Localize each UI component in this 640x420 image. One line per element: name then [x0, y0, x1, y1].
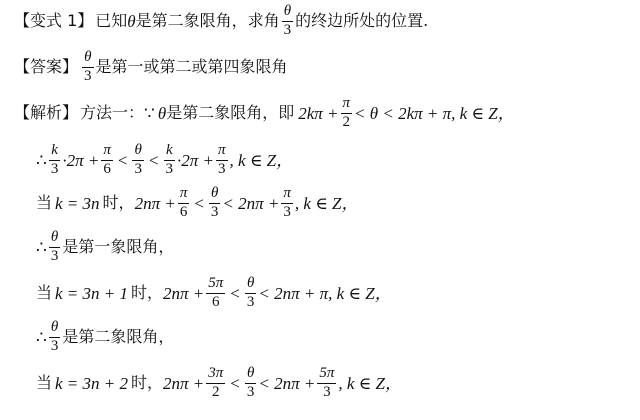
case1-cond: k = 3n	[55, 193, 100, 213]
case2-frac1	[206, 276, 225, 311]
fraction-numerator: θ	[246, 275, 255, 291]
problem-text-a: 已知	[95, 11, 128, 31]
case3-when: 当	[36, 373, 53, 393]
case2-line	[36, 276, 392, 311]
fraction-numerator: θ	[50, 319, 59, 335]
case1-t1: <	[194, 193, 204, 213]
case3-line	[36, 366, 402, 401]
fraction-denominator: 3	[84, 67, 92, 84]
fraction-denominator: 6	[103, 160, 111, 177]
step1-frac1	[49, 143, 61, 178]
fraction-numerator: θ	[134, 142, 142, 158]
problem-fraction	[282, 4, 294, 39]
therefore-symbol: ∴	[36, 237, 47, 257]
fraction-numerator: θ	[210, 185, 219, 201]
case1-when: 当	[36, 193, 53, 213]
step1-t1: ·2π +	[62, 150, 100, 170]
fraction-numerator: π	[103, 142, 111, 158]
problem-theta: θ	[127, 11, 136, 31]
step1-t2: <	[117, 150, 128, 170]
because-symbol: ∵	[144, 103, 155, 123]
step1-t3: <	[148, 150, 159, 170]
fraction-denominator: 3	[323, 383, 331, 400]
therefore-symbol: ∴	[36, 327, 47, 347]
case3-cond: k = 3n + 2	[55, 373, 129, 393]
fraction-numerator: π	[179, 185, 188, 201]
fraction-denominator: 6	[212, 293, 220, 310]
result2-text: 是第二象限角，	[62, 327, 175, 347]
case1-frac1	[178, 186, 190, 221]
analysis-expr-b: < θ < 2kπ + π, k ∈ Z，	[354, 103, 515, 123]
case3-t1: <	[230, 373, 240, 393]
step1-frac4	[164, 143, 176, 178]
step1-t4: ·2π +	[177, 150, 215, 170]
answer-line	[14, 50, 288, 85]
problem-text-c: 的终边所处的位置.	[295, 11, 429, 31]
fraction-numerator: 3π	[208, 365, 224, 381]
case2-e1: 2nπ +	[163, 283, 205, 303]
fraction-numerator: θ	[246, 365, 255, 381]
fraction-denominator: 3	[134, 160, 142, 177]
fraction-numerator: θ	[283, 3, 292, 19]
fraction-numerator: π	[342, 95, 351, 111]
fraction-denominator: 3	[283, 203, 291, 220]
analysis-fraction	[341, 96, 353, 131]
result2-fraction	[49, 320, 61, 355]
fraction-numerator: π	[283, 185, 291, 201]
fraction-numerator: 5π	[319, 365, 335, 381]
case1-shi: 时，	[102, 193, 135, 213]
analysis-expr-a: 2kπ +	[298, 103, 339, 123]
case1-frac3	[281, 186, 293, 221]
fraction-numerator: k	[51, 142, 58, 158]
case2-shi: 时，	[131, 283, 164, 303]
fraction-denominator: 3	[165, 160, 174, 177]
step1-frac2	[101, 143, 113, 178]
case1-t2: < 2nπ +	[222, 193, 280, 213]
case3-frac2	[245, 366, 257, 401]
analysis-line	[14, 96, 515, 131]
analysis-text-a: 是第二象限角，即	[166, 103, 295, 123]
answer-text: 是第一或第二或第四象限角	[95, 57, 288, 77]
result2-line	[36, 320, 174, 355]
step1-line	[36, 143, 293, 178]
analysis-method: 方法一：	[80, 103, 145, 123]
answer-fraction	[82, 50, 94, 85]
case3-shi: 时，	[131, 373, 164, 393]
problem-line	[14, 4, 428, 39]
result1-text: 是第一象限角，	[62, 237, 175, 257]
fraction-denominator: 2	[212, 383, 220, 400]
case2-frac2	[245, 276, 257, 311]
fraction-denominator: 2	[342, 113, 351, 130]
case3-t3: , k ∈ Z，	[338, 373, 402, 393]
case2-cond: k = 3n + 1	[55, 283, 129, 303]
fraction-numerator: 5π	[208, 275, 224, 291]
step1-frac3	[132, 143, 144, 178]
step1-frac5	[216, 143, 228, 178]
fraction-numerator: π	[218, 142, 226, 158]
answer-tag: 【答案】	[14, 57, 79, 77]
fraction-denominator: 3	[50, 160, 59, 177]
case2-t2: < 2nπ + π, k ∈ Z，	[258, 283, 392, 303]
problem-text-b: 是第二象限角，求角	[135, 11, 280, 31]
case2-when: 当	[36, 283, 53, 303]
therefore-symbol: ∴	[36, 150, 47, 170]
case1-frac2	[209, 186, 221, 221]
fraction-denominator: 3	[283, 21, 292, 38]
fraction-numerator: k	[165, 142, 173, 158]
result1-line	[36, 230, 174, 265]
fraction-denominator: 3	[218, 160, 226, 177]
result1-fraction	[49, 230, 61, 265]
fraction-denominator: 3	[210, 203, 219, 220]
case1-line	[36, 186, 359, 221]
analysis-theta: θ	[157, 103, 167, 123]
case3-t2: < 2nπ +	[258, 373, 316, 393]
fraction-denominator: 3	[50, 247, 59, 264]
fraction-denominator: 3	[246, 293, 255, 310]
analysis-tag: 【解析】	[14, 103, 79, 123]
fraction-denominator: 6	[179, 203, 188, 220]
case1-e1: 2nπ +	[134, 193, 176, 213]
case2-t1: <	[230, 283, 240, 303]
problem-tag: 【变式 1】	[14, 11, 94, 31]
fraction-numerator: θ	[84, 49, 92, 65]
case3-frac1	[206, 366, 225, 401]
fraction-numerator: θ	[50, 229, 59, 245]
step1-t5: , k ∈ Z，	[229, 150, 294, 170]
fraction-denominator: 3	[246, 383, 255, 400]
fraction-denominator: 3	[50, 337, 59, 354]
case1-t3: , k ∈ Z，	[294, 193, 359, 213]
case3-e1: 2nπ +	[163, 373, 205, 393]
case3-frac3	[317, 366, 336, 401]
